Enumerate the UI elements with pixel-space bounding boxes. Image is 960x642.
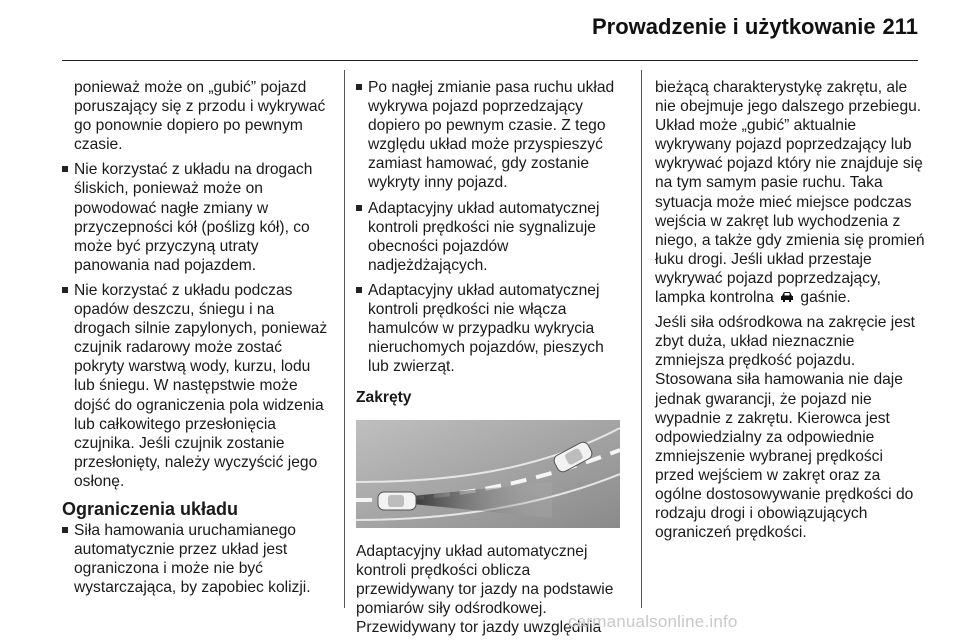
own-car-icon <box>378 492 416 510</box>
page-header <box>0 0 960 64</box>
watermark: carmanualsonline.info <box>568 612 738 631</box>
header-rule <box>62 60 918 61</box>
bullet-list <box>356 78 624 376</box>
column-divider <box>344 70 345 608</box>
subheading: Zakręty <box>356 389 412 407</box>
bullet-item: Nie korzystać z układu podczas opadów deszczu, śniegu i na drogach silnie zapylonych, ponieważ czujnik radarowy może zostać pokryty warstwą wody, kurzu, lodu lub śniegu. W następstwie może dojść do ograniczenia pola widzenia lub całkowitego przesłonięcia czujnika. Jeśli czujnik zostanie przesłonięty, należy wyczyścić jego osłonę. <box>62 281 330 491</box>
bullet-item: Po nagłej zmianie pasa ruchu układ wykrywa pojazd poprzedzający dopiero po pewnym czasie. Z tego względu układ może przyspieszyć zamiast hamować, gdy zostanie wykryty inny pojazd. <box>356 78 624 193</box>
bullet-item: Siła hamowania uruchamianego automatycznie przez układ jest ograniczona i może nie być wystarczająca, by zapobiec kolizji. <box>62 521 330 597</box>
column-1 <box>62 78 330 603</box>
column-divider <box>641 70 642 608</box>
paragraph-text: bieżącą charakterystykę zakrętu, ale nie obejmuje jego dalszego przebiegu. Układ może „gubić” aktualnie wykrywany pojazd poprzedzający lub wykrywać pojazd który nie znajduje się na tym samym pasie ruchu. Taka sytuacja może mieć miejsce podczas wejścia w zakręt lub wychodzenia z niego, a także gdy zmienia się promień łuku drogi. Jeśli układ przestaje wykrywać pojazd poprzedzający, lampka kontrolna <box>655 79 925 307</box>
continuation-text: ponieważ może on „gubić” pojazd poruszający się z przodu i wykrywać go ponownie dopiero po pewnym czasie. <box>74 79 326 154</box>
bullet-item: Nie korzystać z układu na drogach śliskich, ponieważ może on powodować nagłe zmiany w przyczepności kół (poślizg kół), co może być przyczyną utraty panowania nad pojazdem. <box>62 160 330 275</box>
paragraph: Jeśli siła odśrodkowa na zakręcie jest zbyt duża, układ nieznacznie zmniejsza prędkość pojazdu. Stosowana siła hamowania nie daje jednak gwarancji, że pojazd nie wypadnie z zakrętu. Kierowca jest odpowiedzialny za odpowiednie zmniejszenie wybranej prędkości przed wejściem w zakręt oraz za ogólne dostosowywanie prędkości do rodzaju drogi i obowiązujących ograniczeń prędkości. <box>655 314 916 542</box>
curve-radar-illustration <box>356 420 620 528</box>
vehicle-ahead-icon <box>780 291 794 303</box>
bullet-item: Adaptacyjny układ automatycznej kontroli prędkości nie włącza hamulców w przypadku wykrycia nieruchomych pojazdów, pieszych lub zwierząt. <box>356 281 624 376</box>
bullet-list <box>62 160 330 491</box>
paragraph-text: gaśnie. <box>796 289 851 307</box>
curve-paragraph: Adaptacyjny układ automatycznej kontroli prędkości oblicza przewidywany tor jazdy na podstawie pomiarów siły odśrodkowej. Przewidywany tor jazdy uwzględnia <box>356 542 614 636</box>
section-heading: Ograniczenia układu <box>62 498 239 519</box>
paragraph <box>655 78 925 307</box>
page-title: Prowadzenie i użytkowanie <box>592 14 876 39</box>
column-3 <box>655 78 925 548</box>
bullet-list <box>62 521 330 597</box>
page-number: 211 <box>882 14 918 39</box>
column-2 <box>356 78 624 637</box>
bullet-item: Adaptacyjny układ automatycznej kontroli prędkości nie sygnalizuje obecności pojazdów nadjeżdżających. <box>356 199 624 275</box>
